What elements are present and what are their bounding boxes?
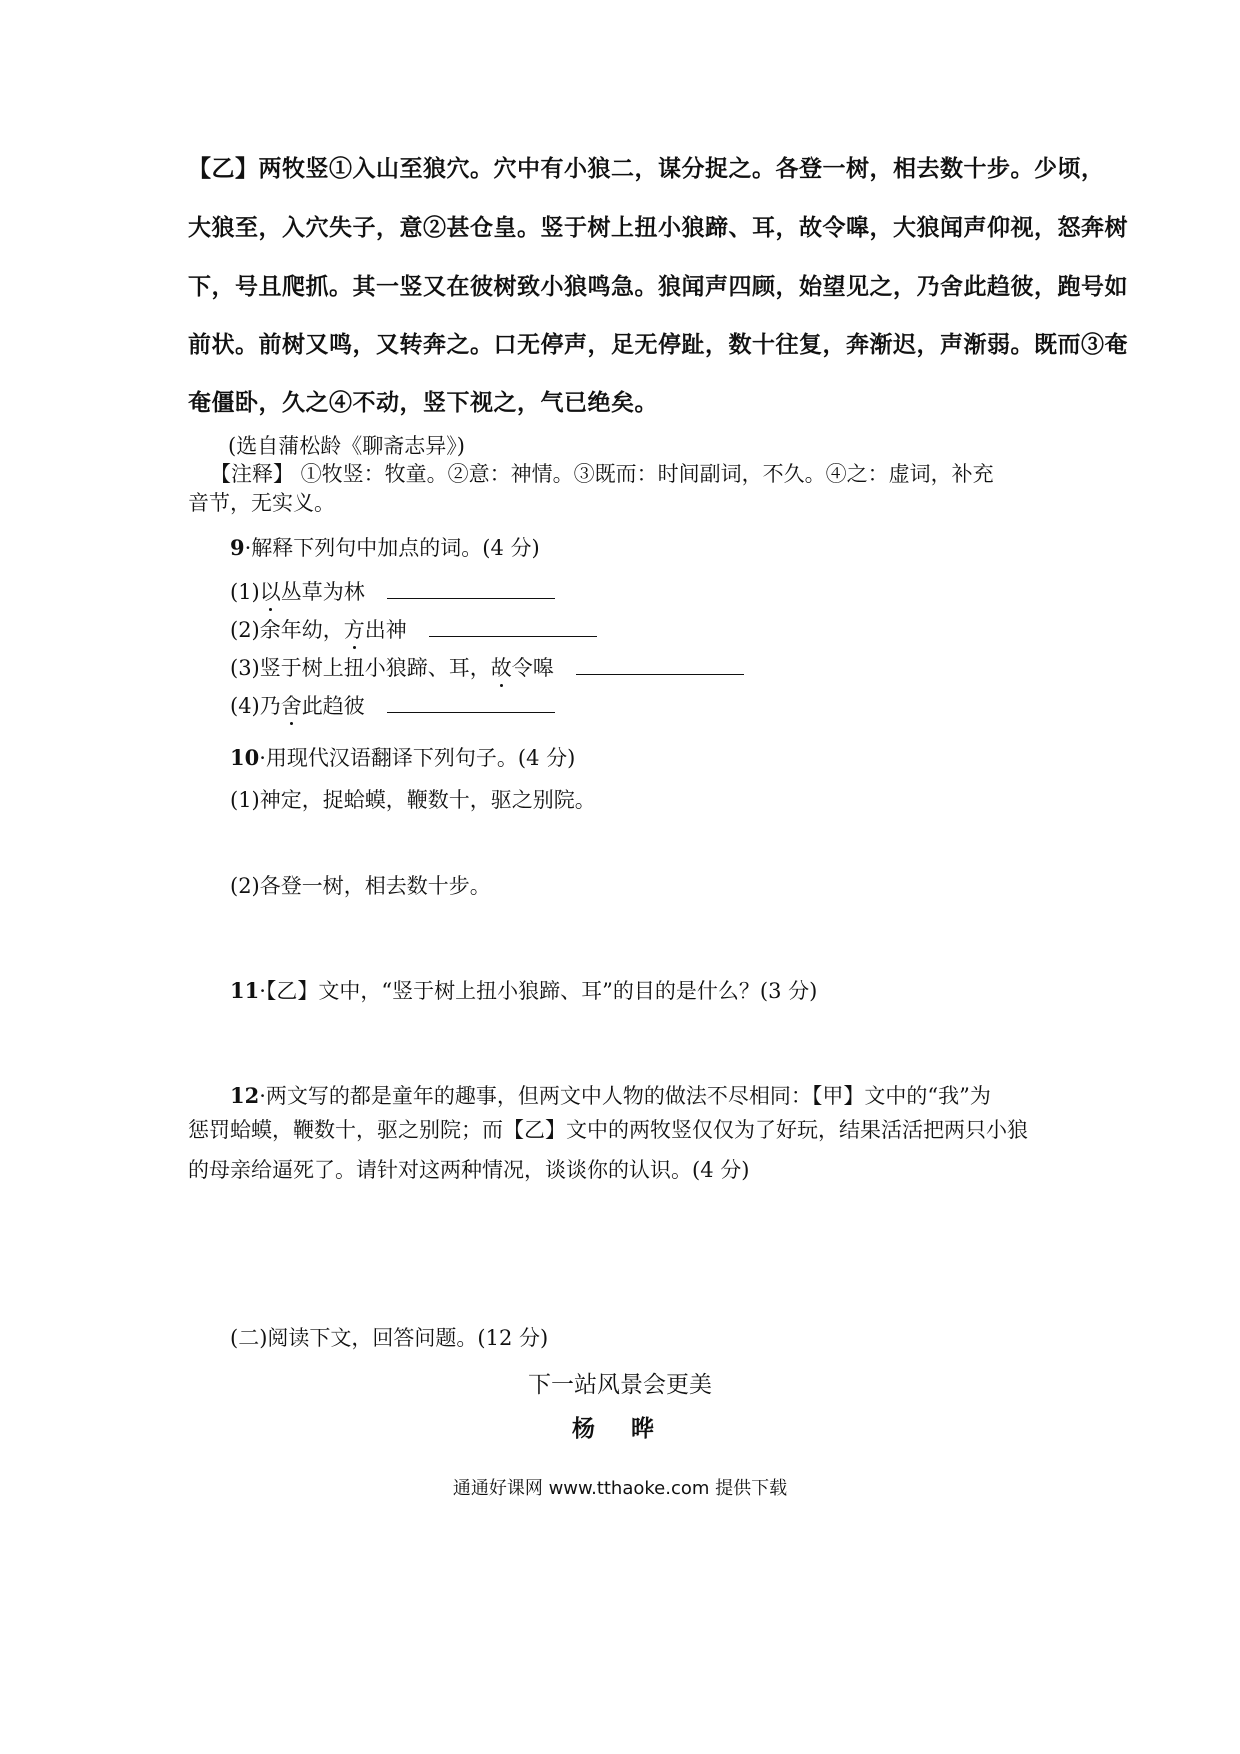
question-number: 9	[230, 535, 245, 560]
q10-item-1: (1)神定，捉蛤蟆，鞭数十，驱之别院。	[230, 788, 596, 812]
item-text: (4)乃	[230, 694, 281, 718]
question-number: 11	[230, 978, 260, 1003]
q9-item-1	[230, 576, 555, 606]
page-footer: 通通好课网 www.tthaoke.com 提供下载	[452, 1478, 788, 1499]
q9-item-2	[230, 614, 597, 644]
passage-line-2: 大狼至，入穴失子，意②甚仓皇。竖于树上扭小狼蹄、耳，故令嗥，大狼闻声仰视，怒奔树	[188, 214, 1128, 241]
question-number: 10	[230, 745, 260, 770]
passage-line-1: 【乙】两牧竖①入山至狼穴。穴中有小狼二，谋分捉之。各登一树，相去数十步。少顷，	[188, 155, 1105, 182]
question-stem: ·两文写的都是童年的趣事，但两文中人物的做法不尽相同：【甲】文中的“我”为	[259, 1084, 991, 1108]
article-title: 下一站风景会更美	[528, 1372, 712, 1398]
answer-blank[interactable]	[429, 635, 597, 637]
q12-line-3: 的母亲给逼死了。请针对这两种情况，谈谈你的认识。(4 分)	[188, 1158, 750, 1182]
answer-blank[interactable]	[387, 711, 555, 713]
passage-line-5: 奄僵卧，久之④不动，竖下视之，气已绝矣。	[188, 389, 658, 416]
question-11	[230, 975, 817, 1005]
item-text: 此趋彼	[301, 694, 365, 718]
question-9	[230, 532, 540, 562]
dotted-word: 故	[491, 652, 512, 682]
q10-item-2: (2)各登一树，相去数十步。	[230, 874, 491, 898]
q12-line-2: 惩罚蛤蟆，鞭数十，驱之别院；而【乙】文中的两牧竖仅仅为了好玩，结果活活把两只小狼	[188, 1118, 1028, 1142]
question-10	[230, 742, 575, 772]
section-heading: (二)阅读下文，回答问题。(12 分)	[230, 1326, 549, 1350]
passage-source: (选自蒲松龄《聊斋志异》)	[228, 434, 465, 458]
answer-blank[interactable]	[576, 673, 744, 675]
question-stem: ·解释下列句中加点的词。(4 分)	[244, 536, 540, 560]
item-text: 丛草为林	[280, 580, 365, 604]
question-number: 12	[230, 1083, 260, 1108]
q9-item-4	[230, 690, 555, 720]
dotted-word: 舍	[281, 690, 302, 720]
article-author: 杨 晔	[571, 1415, 668, 1442]
item-text: 出神	[364, 618, 407, 642]
dotted-word: 方	[344, 614, 365, 644]
answer-blank[interactable]	[387, 597, 555, 599]
dotted-word: 以	[260, 576, 281, 606]
item-text: (1)	[230, 580, 260, 604]
notes-line-2: 音节，无实义。	[188, 491, 335, 515]
q9-item-3	[230, 652, 744, 682]
passage-line-3: 下，号且爬抓。其一竖又在彼树致小狼鸣急。狼闻声四顾，始望见之，乃舍此趋彼，跑号如	[188, 273, 1128, 300]
notes-line-1: 【注释】 ①牧竖：牧童。②意：神情。③既而：时间副词，不久。④之：虚词，补充	[210, 462, 994, 486]
question-stem: ·用现代汉语翻译下列句子。(4 分)	[259, 746, 576, 770]
item-text: (2)余年幼，	[230, 618, 344, 642]
question-stem: ·【乙】文中，“竖于树上扭小狼蹄、耳”的目的是什么？(3 分)	[259, 979, 818, 1003]
item-text: (3)竖于树上扭小狼蹄、耳，	[230, 656, 491, 680]
passage-line-4: 前状。前树又鸣，又转奔之。口无停声，足无停趾，数十往复，奔渐迟，声渐弱。既而③奄	[188, 331, 1128, 358]
question-12	[230, 1080, 991, 1110]
item-text: 令嗥	[511, 656, 554, 680]
